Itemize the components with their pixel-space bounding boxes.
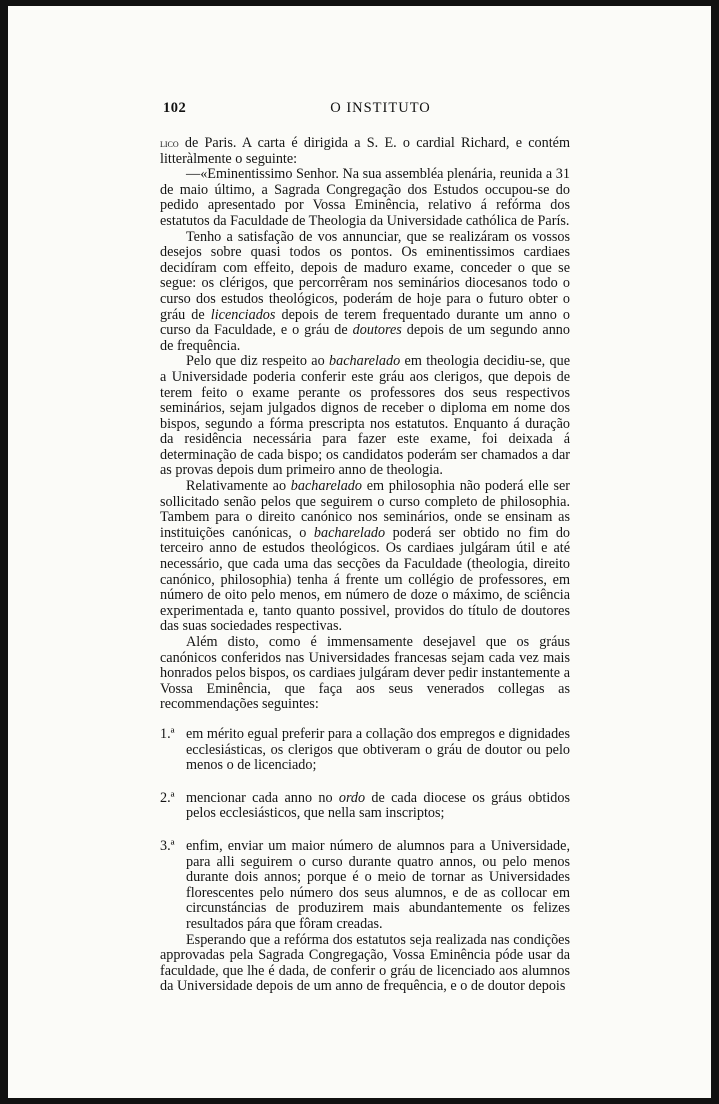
list-item bbox=[160, 839, 570, 933]
paragraph-1-text: de Paris. A carta é dirigida a S. E. o cardial Richard, e contém litteràlmente o seguinte: bbox=[160, 135, 570, 167]
list-item-text: enfim, enviar um maior número de alumnos para a Universidade, para alli seguirem o curso durante quatro annos, ou pelo menos durante dois annos; porque é o meio de tornar as Universidades florescentes pelo número dos seus alumnos, e de as collocar em circunstáncias de produzirem mais abundantemente os felizes resultados pára que fôram creadas. bbox=[186, 837, 570, 932]
paragraph-4-text-b: em theologia decidiu-se, que a Universidade poderia conferir este gráu aos clerigos, que depois de terem feito o exame perante os professores dos seus respectivos seminários, sejam julgados dignos de receber o diploma em nome dos bispos, segundo a fórma prescripta nos estatutos. Enquanto á duração da residência necessária para fazer este exame, foi deixada á determinação de cada bispo; os candidatos poderám ser chamados a dar as provas depois dum primeiro anno de theologia. bbox=[160, 353, 570, 479]
recommendations-list bbox=[160, 727, 570, 933]
italic-ordo: ordo bbox=[338, 789, 366, 806]
body-text bbox=[160, 136, 570, 995]
italic-bacharelado: bacharelado bbox=[329, 353, 401, 370]
paragraph-4 bbox=[160, 354, 570, 479]
page-number: 102 bbox=[163, 100, 187, 116]
list-item-text-b: de cada diocese os gráus obtidos pelos ecclesiásticos, que nella sam inscriptos; bbox=[186, 789, 570, 822]
book-page bbox=[8, 6, 711, 1098]
list-item-text bbox=[186, 791, 570, 822]
list-item-number: 2.ª bbox=[160, 789, 175, 806]
list-item-number: 1.ª bbox=[160, 725, 175, 742]
page-header bbox=[163, 100, 568, 120]
paragraph-5-text-b: em philosophia não poderá elle ser sollicitado senão pelos que seguirem o curso completo de philosophia. Tambem para o direito canónico nos seminários, onde se ensinam as instituições canónicas, o bbox=[160, 478, 570, 541]
list-item-text: em mérito egual preferir para a collação dos empregos e dignidades ecclesiásticas, os clerigos que obtiveram o gráu de doutor ou pelo menos o de licenciado; bbox=[186, 725, 570, 774]
paragraph-1 bbox=[160, 136, 570, 167]
italic-bacharelado: bacharelado bbox=[290, 478, 362, 495]
list-item bbox=[160, 791, 570, 822]
italic-licenciados: licenciados bbox=[210, 306, 276, 323]
paragraph-3-text-b: depois de terem frequentado durante um anno o curso da Faculdade, e o gráu de bbox=[160, 306, 570, 339]
paragraph-7: Esperando que a refórma dos estatutos seja realizada nas condições approvadas pela Sagrada Congregação, Vossa Eminência póde usar da faculdade, que lhe é dada, de conferir o gráu de licenciado aos alumnos da Universidade depois de um anno de frequência, e o de doutor depois bbox=[160, 931, 570, 995]
paragraph-3-text-c: depois de um segundo anno de frequência. bbox=[160, 322, 570, 354]
running-title: O INSTITUTO bbox=[330, 100, 431, 116]
italic-bacharelado: bacharelado bbox=[313, 524, 386, 541]
paragraph-5-text-c: poderá ser obtido no fim do terceiro anno de estudos theológicos. Os cardiaes julgáram útil e até necessário, que cada uma das secções da Faculdade (theologia, direito canónico, philosophia) tenha á frente um collégio de professores, em número de oito pelo menos, em número de doze o máximo, de sciência experimentada e, tanto quanto possivel, providos do título de doutores das suas sociedades respectivas. bbox=[160, 524, 571, 635]
list-item-number: 3.ª bbox=[160, 837, 175, 854]
paragraph-3 bbox=[160, 230, 570, 355]
paragraph-5-text-a: Relativamente ao bbox=[186, 478, 291, 495]
paragraph-4-text-a: Pelo que diz respeito ao bbox=[186, 353, 330, 370]
paragraph-2: —«Eminentissimo Senhor. Na sua assembléa plenária, reunida a 31 de maio último, a Sagrada Congregação dos Estudos occupou-se do pedido apresentado por Vossa Eminência, relativo á refórma dos estatutos da Faculdade de Theologia da Universidade cathólica de París. bbox=[160, 166, 570, 229]
list-item-text-a: mencionar cada anno no bbox=[186, 789, 339, 806]
paragraph-3-text-a: Tenho a satisfação de vos annunciar, que se realizáram os vossos desejos sobre quasi todos os pontos. Os eminentissimos cardiaes decidíram com effeito, depois de maduro exame, conceder o que se segue: os clérigos, que percorrêram nos seminários diocesanos todo o curso dos estudos theológicos, poderám de hoje para o futuro obter o gráu de bbox=[160, 228, 570, 323]
small-caps-fragment: lico bbox=[160, 136, 179, 150]
italic-doutores: doutores bbox=[352, 322, 402, 339]
list-item bbox=[160, 727, 570, 774]
paragraph-6: Além disto, como é immensamente desejavel que os gráus canónicos conferidos nas Universidades francesas sejam cada vez mais honrados pelos bispos, os cardiaes julgáram dever pedir instantemente a Vossa Eminência, que faça aos seus venerados collegas as recommendações seguintes: bbox=[160, 634, 570, 713]
paragraph-5 bbox=[160, 479, 570, 635]
